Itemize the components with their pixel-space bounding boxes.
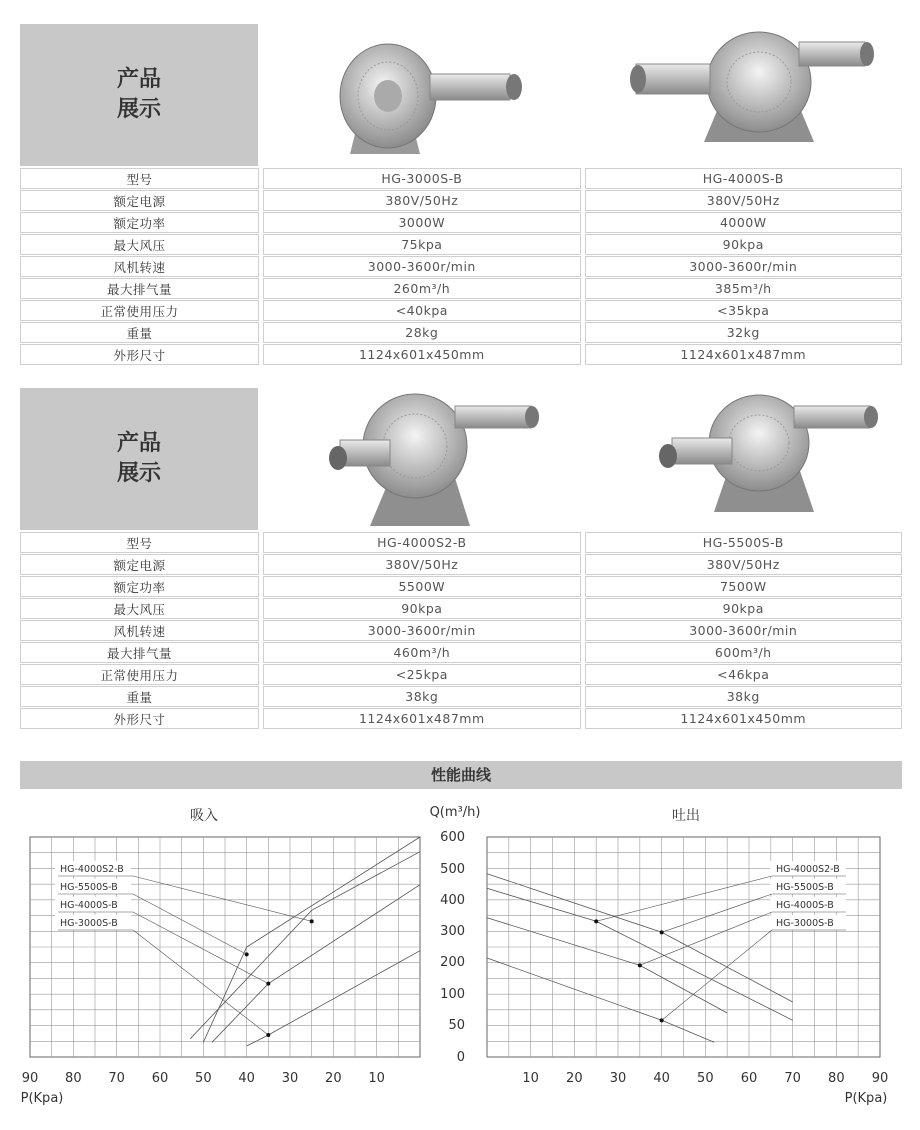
spec-value: 3000W	[263, 212, 580, 233]
spec-value: <25kpa	[263, 664, 580, 685]
spec-value: HG-4000S2-B	[263, 532, 580, 553]
spec-label-voltage: 额定电源	[20, 554, 259, 575]
spec-value: 1124x601x487mm	[585, 344, 902, 365]
table-row	[20, 642, 902, 663]
legend-label: HG-4000S2-B	[60, 864, 124, 875]
spec-value: 28kg	[263, 322, 580, 343]
x-tick-label: 30	[609, 1071, 627, 1086]
table-row	[20, 256, 902, 277]
spec-label-dimensions: 外形尺寸	[20, 344, 259, 365]
spec-label-model: 型号	[20, 168, 259, 189]
table-row	[20, 344, 902, 365]
spec-label-max-flow: 最大排气量	[20, 278, 259, 299]
data-point	[638, 963, 642, 967]
series-line	[487, 918, 727, 1013]
data-point	[310, 919, 314, 923]
spec-label-normal-pressure: 正常使用压力	[20, 664, 259, 685]
leader-line	[596, 876, 772, 921]
spec-label-max-pressure: 最大风压	[20, 234, 259, 255]
x-tick-label: 60	[740, 1071, 758, 1086]
performance-chart-svg	[0, 792, 920, 1126]
spec-table-2	[20, 532, 902, 729]
product-header-row	[20, 388, 902, 530]
x-tick-label: 50	[195, 1071, 212, 1086]
spec-value: 32kg	[585, 322, 902, 343]
spec-value: HG-3000S-B	[263, 168, 580, 189]
blower-image-hg5500s	[584, 388, 902, 530]
spec-label-max-flow: 最大排气量	[20, 642, 259, 663]
spec-value: 1124x601x487mm	[263, 708, 580, 729]
y-tick-label: 600	[440, 830, 465, 845]
spec-label-power: 额定功率	[20, 212, 259, 233]
x-axis-label: P(Kpa)	[844, 1091, 888, 1106]
x-tick-label: 50	[697, 1071, 714, 1086]
spec-label-voltage: 额定电源	[20, 190, 259, 211]
table-row	[20, 576, 902, 597]
spec-label-speed: 风机转速	[20, 256, 259, 277]
spec-label-dimensions: 外形尺寸	[20, 708, 259, 729]
y-tick-label: 200	[440, 955, 465, 970]
table-row	[20, 322, 902, 343]
legend-label: HG-4000S-B	[776, 900, 834, 911]
data-point	[660, 1018, 664, 1022]
table-row	[20, 234, 902, 255]
spec-value: 1124x601x450mm	[585, 708, 902, 729]
spec-label-weight: 重量	[20, 322, 259, 343]
data-point	[266, 982, 270, 986]
spec-value: 385m³/h	[585, 278, 902, 299]
y-axis-label: Q(m³/h)	[429, 805, 481, 820]
table-row	[20, 708, 902, 729]
data-point	[660, 930, 664, 934]
table-row	[20, 212, 902, 233]
spec-value: 3000-3600r/min	[585, 256, 902, 277]
x-tick-label: 20	[566, 1071, 583, 1086]
spec-label-model: 型号	[20, 532, 259, 553]
spec-value: 7500W	[585, 576, 902, 597]
legend-label: HG-5500S-B	[60, 882, 118, 893]
spec-value: 90kpa	[263, 598, 580, 619]
table-row	[20, 598, 902, 619]
data-point	[266, 1033, 270, 1037]
y-tick-label: 500	[440, 862, 465, 877]
table-row	[20, 168, 902, 189]
table-row	[20, 532, 902, 553]
performance-title: 性能曲线	[20, 761, 902, 789]
leader-line	[133, 894, 247, 954]
x-tick-label: 80	[65, 1071, 82, 1086]
x-tick-label: 20	[325, 1071, 342, 1086]
legend-label: HG-3000S-B	[60, 918, 118, 929]
spec-table-1	[20, 168, 902, 365]
product-label-box	[20, 24, 258, 166]
legend-label: HG-4000S2-B	[776, 864, 840, 875]
x-tick-label: 80	[828, 1071, 845, 1086]
spec-value: 3000-3600r/min	[585, 620, 902, 641]
y-tick-label: 0	[456, 1050, 465, 1065]
blower-image-hg3000s	[270, 24, 588, 166]
leader-line	[662, 930, 772, 1020]
spec-value: 600m³/h	[585, 642, 902, 663]
chart-title: 吸入	[190, 808, 218, 824]
spec-value: 1124x601x450mm	[263, 344, 580, 365]
discharge-chart	[430, 805, 889, 1106]
y-tick-label: 300	[440, 924, 465, 939]
performance-charts	[0, 792, 920, 1126]
legend-label: HG-4000S-B	[60, 900, 118, 911]
y-tick-label: 100	[440, 987, 465, 1002]
table-row	[20, 620, 902, 641]
x-tick-label: 10	[368, 1071, 385, 1086]
spec-value: 380V/50Hz	[585, 554, 902, 575]
spec-value: 90kpa	[585, 598, 902, 619]
spec-label-max-pressure: 最大风压	[20, 598, 259, 619]
product-label-line1: 产品	[116, 67, 161, 92]
y-tick-label: 400	[440, 893, 465, 908]
spec-label-speed: 风机转速	[20, 620, 259, 641]
product-header-row	[20, 24, 902, 166]
x-tick-label: 90	[21, 1071, 39, 1086]
spec-value: 4000W	[585, 212, 902, 233]
table-row	[20, 278, 902, 299]
product-block-2	[20, 388, 902, 727]
x-axis-label: P(Kpa)	[20, 1091, 64, 1106]
spec-label-weight: 重量	[20, 686, 259, 707]
legend-label: HG-5500S-B	[776, 882, 834, 893]
table-row	[20, 686, 902, 707]
x-tick-label: 70	[784, 1071, 801, 1086]
suction-chart	[21, 808, 420, 1106]
spec-value: 260m³/h	[263, 278, 580, 299]
x-tick-label: 10	[522, 1071, 539, 1086]
chart-title: 吐出	[672, 808, 700, 824]
data-point	[594, 919, 598, 923]
spec-value: 90kpa	[585, 234, 902, 255]
legend-label: HG-3000S-B	[776, 918, 834, 929]
x-tick-label: 30	[281, 1071, 299, 1086]
x-tick-label: 40	[653, 1071, 670, 1086]
product-label-line1: 产品	[116, 431, 161, 456]
product-label-line2: 展示	[116, 97, 161, 122]
spec-value: <35kpa	[585, 300, 902, 321]
x-tick-label: 60	[151, 1071, 169, 1086]
product-block-1	[20, 24, 902, 363]
spec-value: 380V/50Hz	[585, 190, 902, 211]
spec-value: <46kpa	[585, 664, 902, 685]
product-label-box	[20, 388, 258, 530]
spec-value: 380V/50Hz	[263, 190, 580, 211]
series-line	[487, 958, 714, 1042]
leader-line	[133, 912, 268, 984]
leader-line	[640, 912, 772, 965]
table-row	[20, 190, 902, 211]
spec-value: 3000-3600r/min	[263, 256, 580, 277]
spec-value: 38kg	[585, 686, 902, 707]
x-tick-label: 90	[871, 1071, 889, 1086]
table-row	[20, 300, 902, 321]
spec-value: 38kg	[263, 686, 580, 707]
table-row	[20, 664, 902, 685]
x-tick-label: 40	[238, 1071, 255, 1086]
spec-value: 3000-3600r/min	[263, 620, 580, 641]
blower-image-hg4000s2	[270, 388, 588, 530]
table-row	[20, 554, 902, 575]
data-point	[245, 952, 249, 956]
y-tick-label: 50	[448, 1018, 465, 1033]
x-tick-label: 70	[108, 1071, 125, 1086]
spec-value: <40kpa	[263, 300, 580, 321]
product-label-line2: 展示	[116, 461, 161, 486]
blower-image-hg4000s	[584, 24, 902, 166]
spec-value: HG-5500S-B	[585, 532, 902, 553]
spec-value: HG-4000S-B	[585, 168, 902, 189]
spec-value: 380V/50Hz	[263, 554, 580, 575]
spec-value: 5500W	[263, 576, 580, 597]
spec-value: 75kpa	[263, 234, 580, 255]
spec-value: 460m³/h	[263, 642, 580, 663]
spec-label-normal-pressure: 正常使用压力	[20, 300, 259, 321]
spec-label-power: 额定功率	[20, 576, 259, 597]
